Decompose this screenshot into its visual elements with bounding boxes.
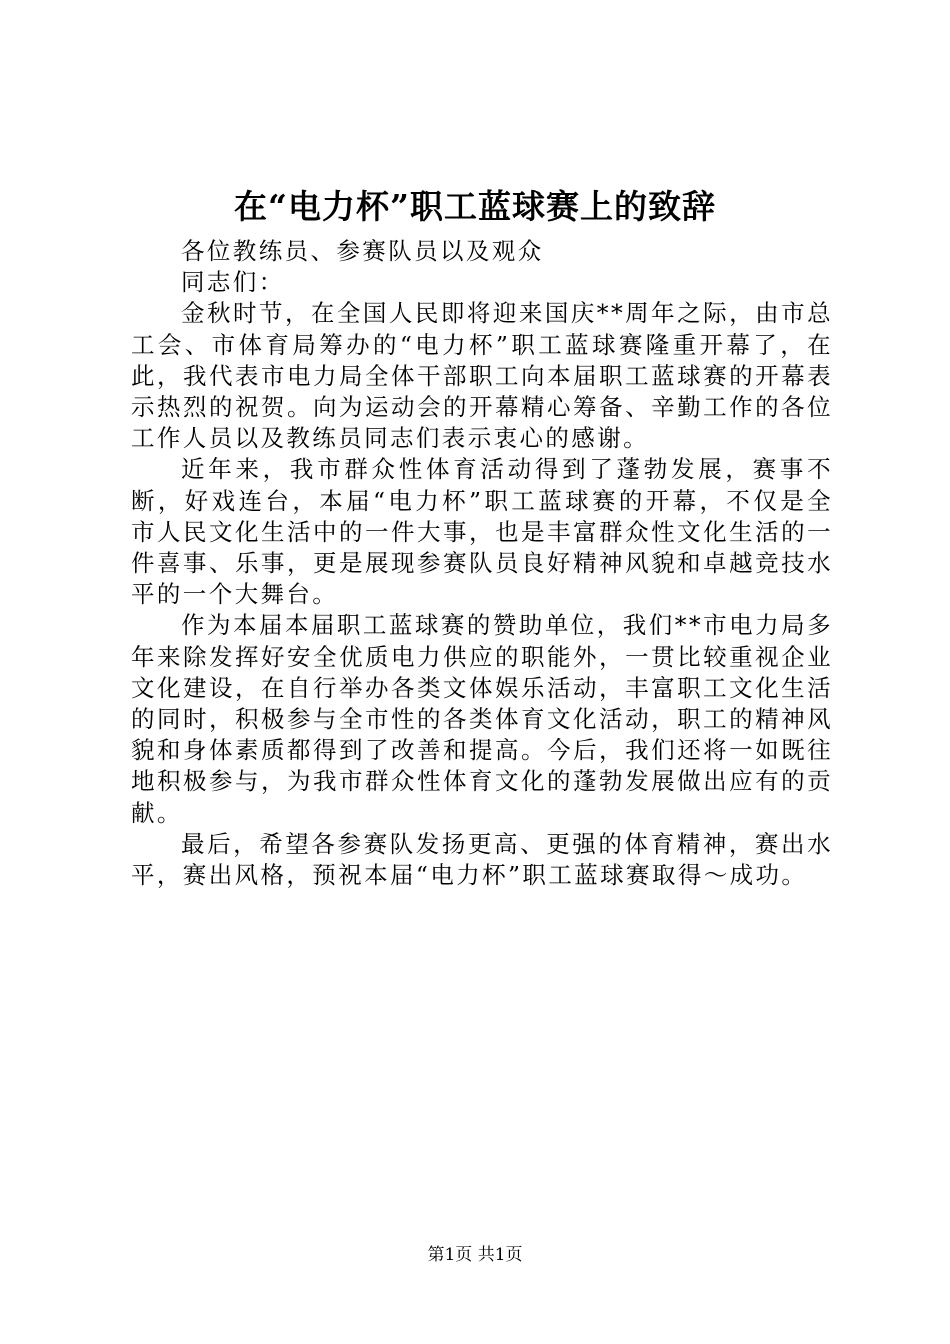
greeting-line: 各位教练员、参赛队员以及观众 (181, 237, 544, 265)
document-body (131, 236, 833, 891)
paragraph: 最后，希望各参赛队发扬更高、更强的体育精神，赛出水平，赛出风格，预祝本届“电力杯”职工蓝球赛取得～成功。 (131, 829, 833, 890)
paragraph: 作为本届本届职工蓝球赛的赞助单位，我们**市电力局多年来除发挥好安全优质电力供应的职能外，一贯比较重视企业文化建设，在自行举办各类文体娱乐活动，丰富职工文化生活的同时，积极参与全市性的各类体育文化活动，职工的精神风貌和身体素质都得到了改善和提高。今后，我们还将一如既往地积极参与，为我市群众性体育文化的蓬勃发展做出应有的贡献。 (131, 611, 833, 827)
paragraph: 金秋时节，在全国人民即将迎来国庆**周年之际，由市总工会、市体育局筹办的“电力杯”职工蓝球赛隆重开幕了，在此，我代表市电力局全体干部职工向本届职工蓝球赛的开幕表示热烈的祝贺。向为运动会的开幕精心筹备、辛勤工作的各位工作人员以及教练员同志们表示衷心的感谢。 (131, 299, 833, 453)
page-footer: 第1页 共1页 (427, 1245, 523, 1265)
paragraph: 近年来，我市群众性体育活动得到了蓬勃发展，赛事不断，好戏连台，本届“电力杯”职工蓝球赛的开幕，不仅是全市人民文化生活中的一件大事，也是丰富群众性文化生活的一件喜事、乐事，更是展现参赛队员良好精神风貌和卓越竞技水平的一个大舞台。 (131, 455, 833, 609)
document-title: 在“电力杯”职工蓝球赛上的致辞 (234, 187, 716, 226)
greeting-line: 同志们： (181, 268, 285, 297)
